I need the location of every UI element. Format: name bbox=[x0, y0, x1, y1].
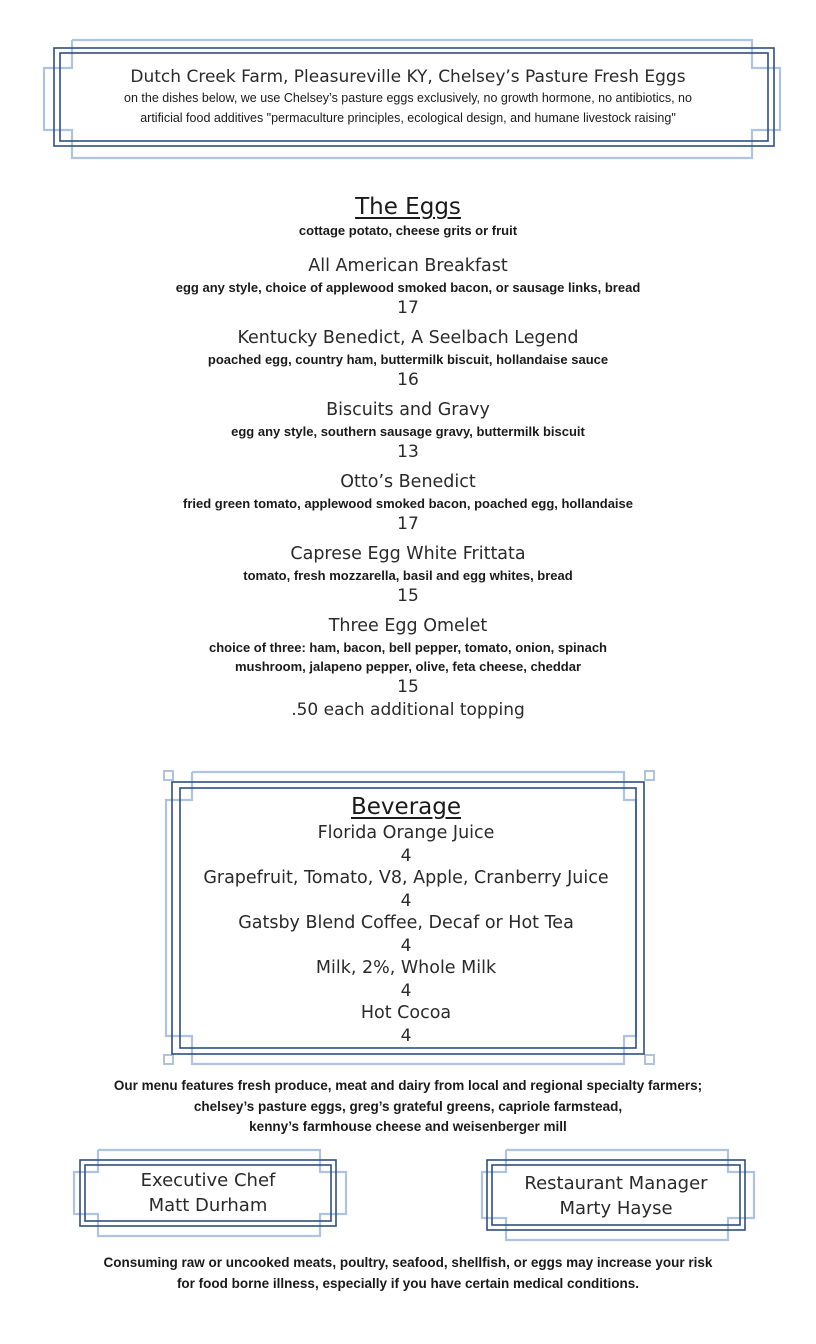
menu-item bbox=[100, 542, 716, 607]
manager-name: Marty Hayse bbox=[559, 1198, 673, 1219]
menu-item-price: 15 bbox=[397, 586, 419, 606]
menu-item bbox=[100, 614, 716, 722]
health-warning bbox=[40, 1252, 776, 1294]
header-title: Dutch Creek Farm, Pleasureville KY, Chelsey’s Pasture Fresh Eggs bbox=[130, 67, 686, 87]
beverage-section-title: Beverage bbox=[351, 794, 461, 820]
beverage-item-price: 4 bbox=[400, 1026, 412, 1046]
chef-name: Matt Durham bbox=[148, 1195, 268, 1216]
menu-item bbox=[100, 470, 716, 535]
menu-item-description: fried green tomato, applewood smoked bacon, poached egg, hollandaise bbox=[182, 496, 634, 511]
sourcing-line1: Our menu features fresh produce, meat and dairy from local and regional specialty farmers; bbox=[113, 1078, 703, 1093]
beverage-item-name: Gatsby Blend Coffee, Decaf or Hot Tea bbox=[238, 913, 574, 933]
menu-item-description-continued: mushroom, jalapeno pepper, olive, feta cheese, cheddar bbox=[234, 659, 582, 674]
sourcing-note bbox=[40, 1076, 776, 1138]
menu-item-name: Otto’s Benedict bbox=[340, 472, 476, 492]
menu-item-name: Caprese Egg White Frittata bbox=[290, 544, 526, 564]
menu-item-description: poached egg, country ham, buttermilk biscuit, hollandaise sauce bbox=[207, 352, 609, 367]
menu-item-description: egg any style, choice of applewood smoked bacon, or sausage links, bread bbox=[175, 280, 641, 295]
eggs-section bbox=[100, 192, 716, 729]
menu-item bbox=[100, 326, 716, 391]
beverage-item-price: 4 bbox=[400, 891, 412, 911]
restaurant-manager-box bbox=[488, 1171, 744, 1221]
menu-item bbox=[100, 398, 716, 463]
beverage-item-name: Hot Cocoa bbox=[360, 1003, 452, 1023]
executive-chef-box bbox=[82, 1168, 334, 1218]
header-description-line1: on the dishes below, we use Chelsey’s pasture eggs exclusively, no growth hormone, no antibiotics, no bbox=[124, 91, 692, 105]
beverage-section bbox=[180, 792, 632, 1047]
beverage-item-price: 4 bbox=[400, 981, 412, 1001]
beverage-item-name: Milk, 2%, Whole Milk bbox=[315, 958, 497, 978]
eggs-section-subtitle: cottage potato, cheese grits or fruit bbox=[298, 223, 518, 238]
chef-title: Executive Chef bbox=[140, 1170, 276, 1191]
beverage-item-price: 4 bbox=[400, 936, 412, 956]
manager-title: Restaurant Manager bbox=[524, 1173, 708, 1194]
menu-item-description: choice of three: ham, bacon, bell pepper, tomato, onion, spinach bbox=[209, 640, 607, 655]
menu-item-name: Kentucky Benedict, A Seelbach Legend bbox=[237, 328, 579, 348]
beverage-item-price: 4 bbox=[400, 846, 412, 866]
warning-line2: for food borne illness, especially if you have certain medical conditions. bbox=[176, 1276, 640, 1291]
menu-item-price: 17 bbox=[397, 298, 419, 318]
menu-item-price: 13 bbox=[397, 442, 419, 462]
menu-item-name: Three Egg Omelet bbox=[328, 616, 488, 636]
menu-item-price: 15 bbox=[397, 677, 419, 697]
beverage-item-name: Grapefruit, Tomato, V8, Apple, Cranberry Juice bbox=[203, 868, 609, 888]
menu-item-name: Biscuits and Gravy bbox=[326, 400, 490, 420]
header-block bbox=[90, 66, 726, 128]
sourcing-line3: kenny’s farmhouse cheese and weisenberger mill bbox=[249, 1119, 567, 1134]
eggs-section-title: The Eggs bbox=[355, 194, 461, 220]
warning-line1: Consuming raw or uncooked meats, poultry, seafood, shellfish, or eggs may increase your risk bbox=[103, 1255, 713, 1270]
sourcing-line2: chelsey’s pasture eggs, greg’s grateful greens, capriole farmstead, bbox=[193, 1098, 623, 1114]
menu-item-price: 17 bbox=[397, 514, 419, 534]
menu-item-description: tomato, fresh mozzarella, basil and egg whites, bread bbox=[243, 568, 573, 583]
header-description-line2: artificial food additives "permaculture principles, ecological design, and humane livestock raising" bbox=[140, 111, 676, 125]
beverage-item-name: Florida Orange Juice bbox=[317, 823, 495, 843]
menu-item-price: 16 bbox=[397, 370, 419, 390]
menu-item-extra-note: .50 each additional topping bbox=[291, 700, 525, 720]
menu-item-description: egg any style, southern sausage gravy, buttermilk biscuit bbox=[231, 424, 585, 439]
menu-item bbox=[100, 254, 716, 319]
menu-item-name: All American Breakfast bbox=[308, 256, 508, 276]
